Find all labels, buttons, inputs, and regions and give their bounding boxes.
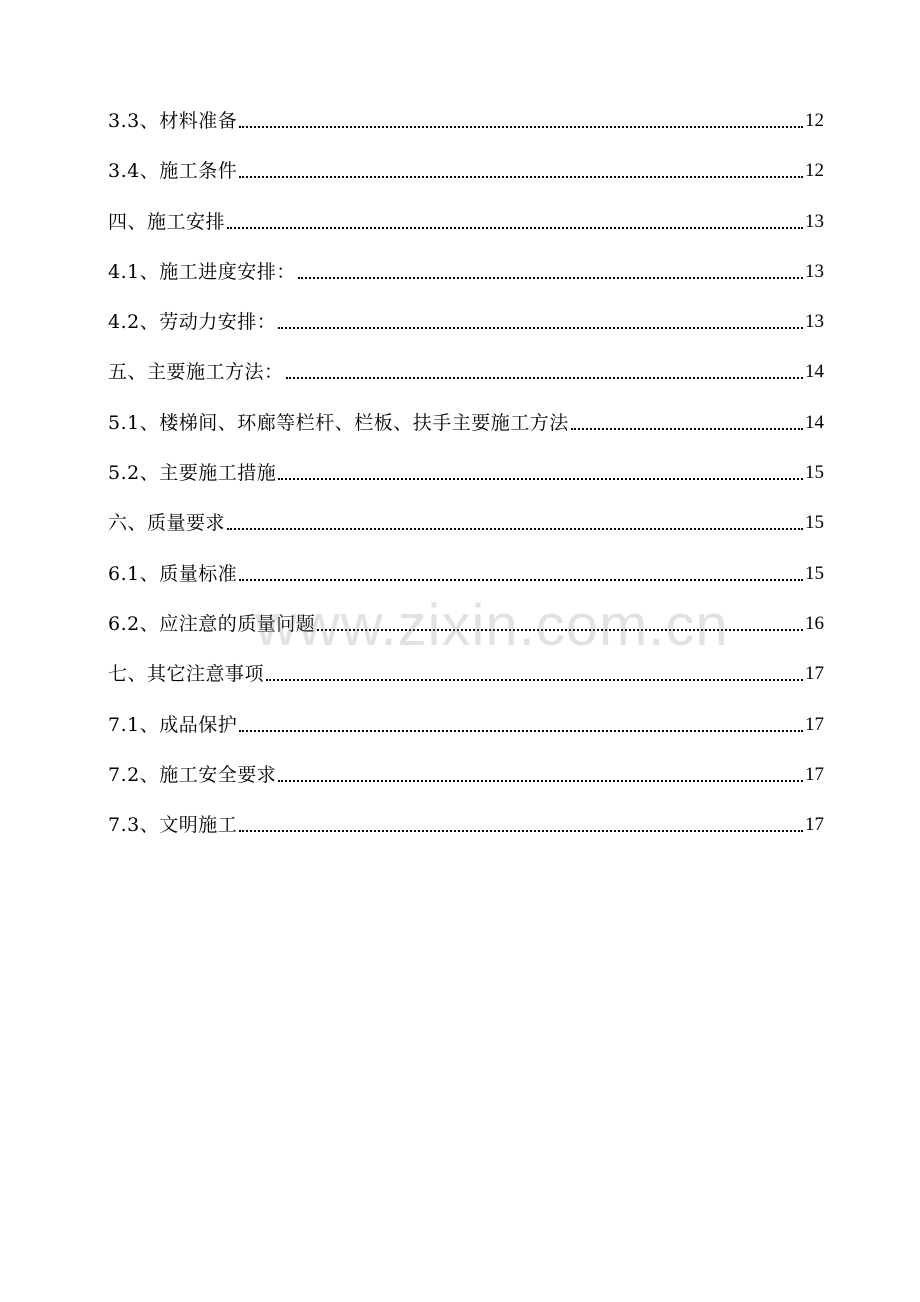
toc-leader-dots (239, 126, 803, 128)
toc-entry[interactable] (108, 104, 824, 135)
toc-leader-dots (227, 227, 803, 229)
toc-leader-dots (278, 780, 803, 782)
table-of-contents (108, 104, 824, 839)
toc-entry-page: 15 (805, 512, 824, 534)
toc-entry-page: 15 (805, 562, 824, 584)
toc-entry-title: 7.3、文明施工 (108, 814, 238, 837)
toc-entry[interactable] (108, 286, 824, 336)
toc-leader-dots (239, 830, 803, 832)
toc-leader-dots (239, 730, 803, 732)
toc-entry-page: 17 (805, 663, 824, 685)
toc-entry[interactable] (108, 236, 824, 286)
toc-entry[interactable] (108, 739, 824, 789)
toc-leader-dots (298, 277, 803, 279)
toc-entry-title: 7.2、施工安全要求 (108, 763, 277, 786)
toc-entry-page: 13 (805, 210, 824, 232)
toc-entry[interactable] (108, 135, 824, 185)
toc-entry[interactable] (108, 537, 824, 587)
toc-entry-page: 12 (805, 160, 824, 182)
toc-entry[interactable] (108, 336, 824, 386)
toc-entry-title: 七、其它注意事项 (108, 663, 265, 686)
toc-entry-title: 四、施工安排 (108, 210, 226, 233)
toc-leader-dots (239, 176, 803, 178)
toc-entry-title: 5.2、主要施工措施 (108, 462, 277, 485)
toc-entry-page: 17 (805, 763, 824, 785)
toc-entry[interactable] (108, 487, 824, 537)
toc-entry-page: 12 (805, 110, 824, 131)
toc-entry-title: 4.2、劳动力安排： (108, 311, 277, 334)
toc-entry-title: 3.4、施工条件 (108, 160, 238, 183)
toc-leader-dots (266, 679, 803, 681)
toc-leader-dots (278, 478, 803, 480)
toc-entry[interactable] (108, 789, 824, 839)
toc-entry-title: 3.3、材料准备 (108, 110, 238, 132)
toc-entry-title: 五、主要施工方法： (108, 361, 284, 384)
toc-entry-page: 16 (805, 612, 824, 634)
toc-entry-title: 六、质量要求 (108, 512, 226, 535)
toc-entry[interactable] (108, 638, 824, 688)
toc-entry-page: 17 (805, 713, 824, 735)
toc-entry[interactable] (108, 386, 824, 436)
toc-entry-page: 17 (805, 814, 824, 836)
toc-entry-title: 7.1、成品保护 (108, 713, 238, 736)
toc-leader-dots (286, 377, 803, 379)
toc-entry[interactable] (108, 185, 824, 235)
toc-entry-page: 14 (805, 411, 824, 433)
toc-leader-dots (317, 629, 803, 631)
toc-entry[interactable] (108, 588, 824, 638)
toc-entry[interactable] (108, 688, 824, 738)
toc-entry-page: 13 (805, 311, 824, 333)
toc-entry-page: 14 (805, 361, 824, 383)
toc-entry[interactable] (108, 437, 824, 487)
watermark: www.zixin.com.cn (255, 593, 729, 658)
toc-entry-title: 6.2、应注意的质量问题 (108, 612, 316, 635)
toc-entry-page: 13 (805, 260, 824, 282)
toc-leader-dots (239, 579, 803, 581)
toc-entry-title: 6.1、质量标准 (108, 562, 238, 585)
toc-leader-dots (278, 327, 803, 329)
toc-entry-title: 4.1、施工进度安排： (108, 260, 296, 283)
toc-entry-title: 5.1、楼梯间、环廊等栏杆、栏板、扶手主要施工方法 (108, 411, 569, 434)
toc-leader-dots (227, 528, 803, 530)
toc-leader-dots (571, 428, 803, 430)
toc-entry-page: 15 (805, 462, 824, 484)
